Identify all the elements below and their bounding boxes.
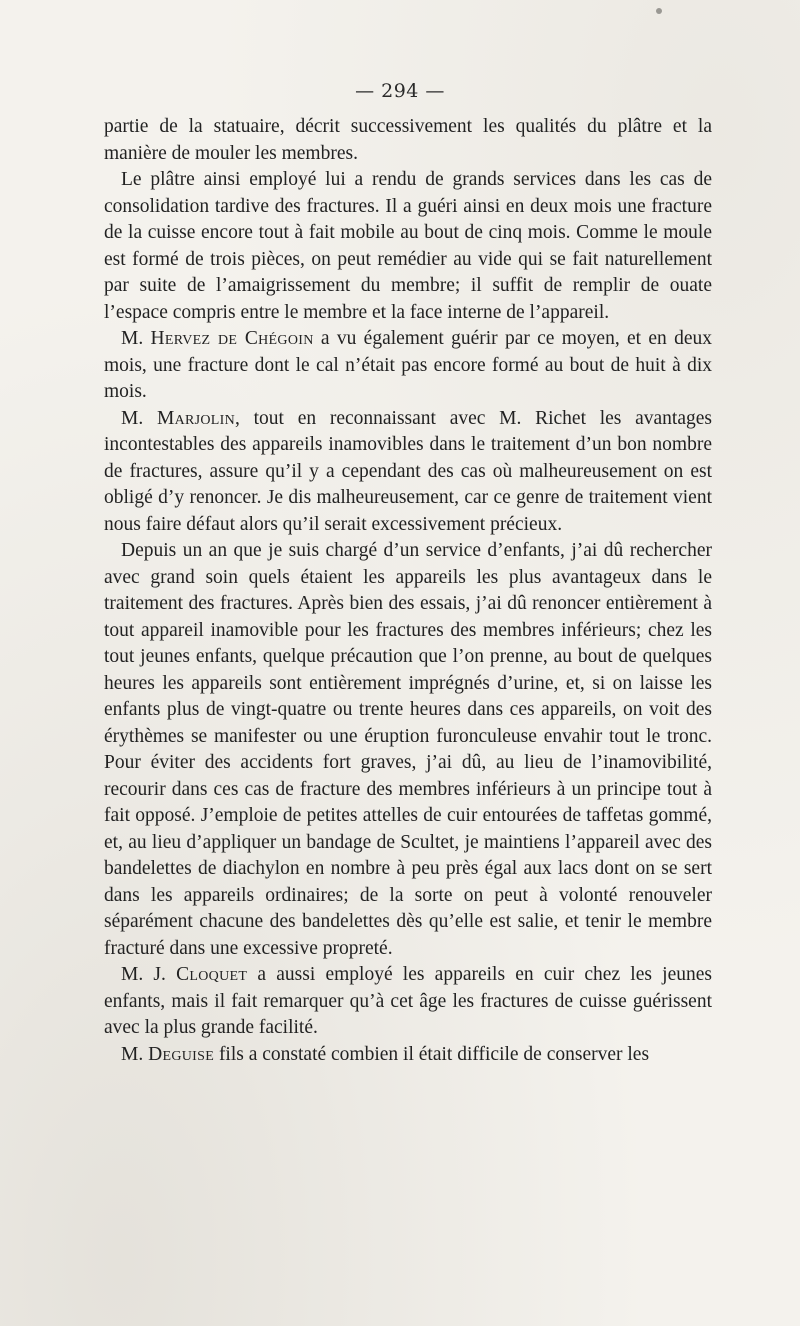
- paragraph-6: [104, 962, 712, 1042]
- speaker-prefix: M.: [121, 1043, 149, 1065]
- page-speck: [656, 8, 662, 14]
- paragraph-text: a aussi employé les appareils en cuir chez les jeunes enfants, mais il fait remarquer qu’à cet âge les fractures de cuisse guérissent avec la plus grande facilité.: [104, 964, 712, 1038]
- speaker-name: Hervez de Chégoin: [150, 328, 314, 349]
- paragraph-text: Le plâtre ainsi employé lui a rendu de grands services dans les cas de consolidation tardive des fractures. Il a guéri ainsi en deux mois une fracture de la cuisse encore tout à fait mobile au bout de cinq mois. Comme le moule est formé de trois pièces, on peut remédier au vide qui se fait naturellement par suite de l’amaigrissement du membre; il suffit de remplir de ouate l’espace compris entre le membre et la face interne de l’appareil.: [104, 169, 712, 323]
- speaker-name: Deguise: [148, 1043, 215, 1065]
- paragraph-text: Depuis un an que je suis chargé d’un service d’enfants, j’ai dû rechercher avec grand soin quels étaient les appareils les plus avantageux dans le traitement des fractures. Après bien des essais, j’ai dû renoncer entièrement à tout appareil inamovible pour les fractures des membres inférieurs; chez les tout jeunes enfants, quelque précaution que l’on prenne, au bout de quelques heures les appareils sont entièrement imprégnés d’urine, et, si on laisse les enfants plus de vingt-quatre ou trente heures dans ces appareils, on voit des érythèmes se manifester ou une éruption furonculeuse envahir tout le tronc. Pour éviter des accidents fort graves, j’ai dû, au lieu de l’inamovibilité, recourir dans ces cas de fracture des membres inférieurs à un principe tout à fait opposé. J’emploie de petites attelles de cuir entourées de taffetas gommé, et, au lieu d’appliquer un bandage de Scultet, je maintiens l’appareil avec des bandelettes de diachylon en nombre à peu près égal aux lacs dont on se sert dans les appareils ordinaires; de la sorte on peut à volonté renouveler séparément chacune des bandelettes dès qu’elle est salie, et tenir le membre fracturé dans une excessive propreté.: [104, 540, 712, 959]
- paragraph-1: [104, 114, 712, 167]
- speaker-prefix: M. J.: [121, 964, 177, 985]
- paragraph-text: fils a constaté combien il était difficile de conserver les: [214, 1043, 650, 1065]
- speaker-name: Marjolin: [156, 407, 236, 429]
- paragraph-4: [104, 406, 712, 539]
- paragraph-text: , tout en reconnaissant avec M. Richet les avantages incontestables des appareils inamovibles dans le traitement d’un bon nombre de fractures, assure qu’il y a cependant des cas où malheureusement on est obligé d’y renoncer. Je dis malheureusement, car ce genre de traitement vient nous faire défaut alors qu’il serait excessivement précieux.: [104, 407, 712, 535]
- speaker-prefix: M.: [121, 328, 151, 349]
- paragraph-7: [104, 1042, 712, 1069]
- page-number: — 294 —: [355, 80, 445, 102]
- paragraph-text: partie de la statuaire, décrit successivement les qualités du plâtre et la manière de mouler les membres.: [104, 116, 712, 164]
- speaker-prefix: M.: [121, 407, 157, 429]
- body-text: [104, 114, 712, 1068]
- paragraph-3: [104, 326, 712, 406]
- paragraph-5: [104, 538, 712, 962]
- paragraph-2: [104, 167, 712, 326]
- speaker-name: Cloquet: [176, 964, 248, 985]
- paragraph-text: a vu également guérir par ce moyen, et en deux mois, une fracture dont le cal n’était pas encore formé au bout de huit à dix mois.: [104, 328, 712, 402]
